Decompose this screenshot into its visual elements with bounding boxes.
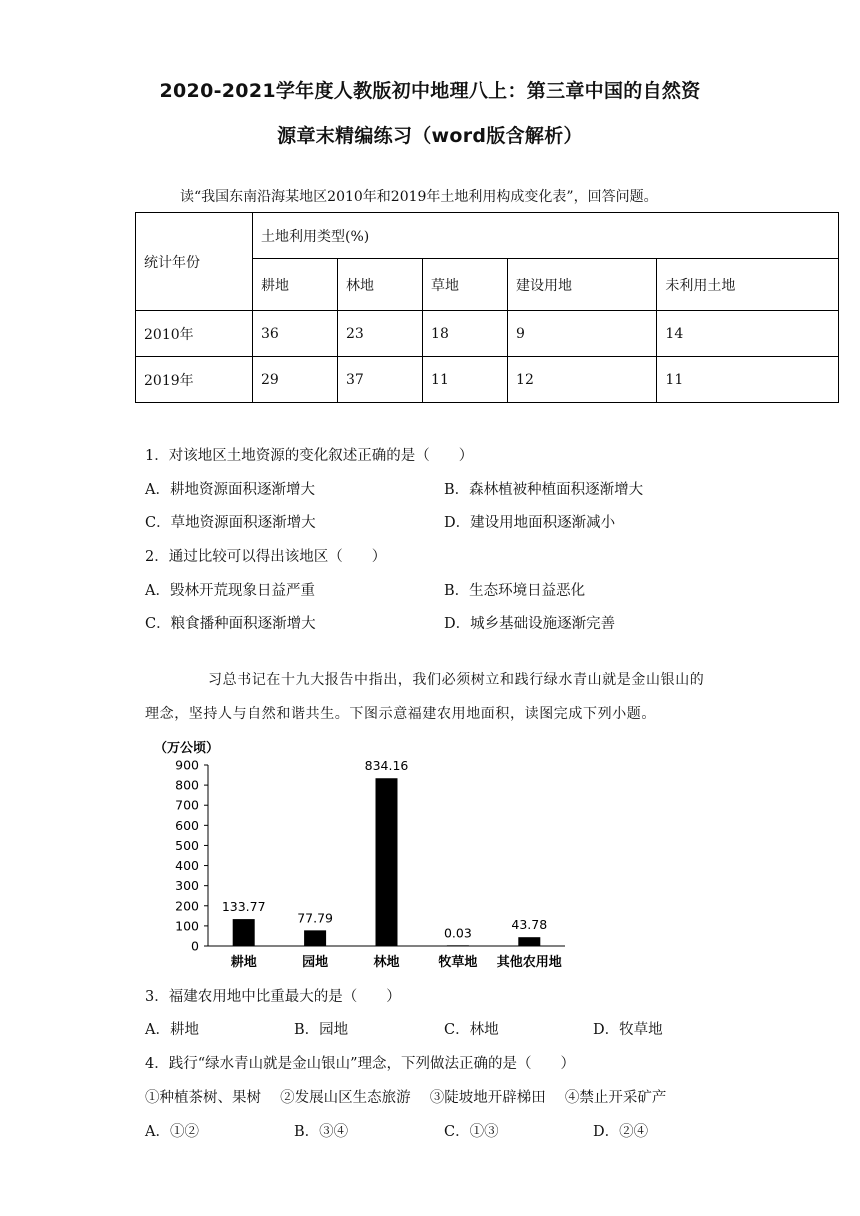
table-cell: 14	[657, 311, 839, 357]
table-row	[136, 357, 839, 403]
bar-value-label: 77.79	[297, 910, 333, 926]
question-2-option-b[interactable]: B．生态环境日益恶化	[444, 583, 586, 599]
y-tick-label: 700	[175, 797, 199, 813]
column-header: 未利用土地	[657, 259, 839, 311]
question-3-option-c[interactable]: C．林地	[444, 1022, 499, 1038]
question-3-option-d[interactable]: D．牧草地	[593, 1022, 663, 1038]
question-1-option-c[interactable]: C．草地资源面积逐渐增大	[145, 515, 316, 531]
year-header: 统计年份	[136, 213, 253, 311]
row-year: 2019年	[136, 357, 253, 403]
y-tick-label: 100	[175, 918, 199, 934]
x-category-label: 园地	[302, 955, 329, 970]
y-tick-label: 600	[175, 817, 199, 833]
question-1-stem: 1．对该地区土地资源的变化叙述正确的是（ ）	[145, 448, 474, 464]
x-category-label: 其他农用地	[496, 955, 562, 970]
x-category-label: 耕地	[230, 955, 257, 970]
x-category-label: 林地	[373, 955, 400, 970]
y-tick-label: 300	[175, 878, 199, 894]
table-cell: 36	[253, 311, 338, 357]
column-header: 建设用地	[508, 259, 657, 311]
y-tick-label: 0	[191, 938, 199, 954]
table-cell: 18	[423, 311, 508, 357]
y-tick-label: 900	[175, 757, 199, 773]
x-category-label: 牧草地	[438, 955, 478, 970]
document-title-line-2: 源章末精编练习（word版含解析）	[277, 125, 583, 147]
bar-5	[518, 937, 540, 946]
column-header: 林地	[338, 259, 423, 311]
y-tick-label: 500	[175, 837, 199, 853]
y-tick-label: 400	[175, 858, 199, 874]
table-cell: 11	[423, 357, 508, 403]
question-1-option-a[interactable]: A．耕地资源面积逐渐增大	[145, 482, 315, 498]
bar-1	[233, 919, 255, 946]
question-4-option-b[interactable]: B．③④	[294, 1124, 349, 1140]
table-cell: 37	[338, 357, 423, 403]
bar-3	[376, 778, 398, 946]
y-tick-label: 200	[175, 898, 199, 914]
question-3-option-b[interactable]: B．园地	[294, 1022, 349, 1038]
table-cell: 9	[508, 311, 657, 357]
question-2-option-d[interactable]: D．城乡基础设施逐渐完善	[444, 616, 616, 632]
question-3-option-a[interactable]: A．耕地	[145, 1022, 199, 1038]
y-tick-label: 800	[175, 777, 199, 793]
question-4-option-d[interactable]: D．②④	[593, 1124, 649, 1140]
question-4-statements: ①种植茶树、果树 ②发展山区生态旅游 ③陡坡地开辟梯田 ④禁止开采矿产	[145, 1090, 667, 1106]
question-4-stem: 4．践行“绿水青山就是金山银山”理念，下列做法正确的是（ ）	[145, 1056, 576, 1072]
table-cell: 23	[338, 311, 423, 357]
question-1-option-d[interactable]: D．建设用地面积逐渐减小	[444, 515, 616, 531]
table-row	[136, 311, 839, 357]
bar-4	[447, 945, 469, 946]
question-2-stem: 2．通过比较可以得出该地区（ ）	[145, 549, 387, 565]
bar-2	[304, 930, 326, 946]
farmland-bar-chart	[140, 735, 580, 975]
bar-value-label: 834.16	[364, 758, 409, 774]
table-cell: 12	[508, 357, 657, 403]
table-cell: 11	[657, 357, 839, 403]
land-type-header: 土地利用类型(%)	[253, 213, 839, 259]
column-header: 草地	[423, 259, 508, 311]
table-cell: 29	[253, 357, 338, 403]
question-2-option-c[interactable]: C．粮食播种面积逐渐增大	[145, 616, 316, 632]
bar-value-label: 133.77	[221, 899, 266, 915]
table-intro: 读“我国东南沿海某地区2010年和2019年土地利用构成变化表”，回答问题。	[180, 189, 658, 205]
bar-value-label: 43.78	[511, 917, 548, 933]
row-year: 2010年	[136, 311, 253, 357]
question-4-option-a[interactable]: A．①②	[145, 1124, 199, 1140]
y-axis-unit-label: （万公顷）	[154, 741, 220, 756]
column-header: 耕地	[253, 259, 338, 311]
document-title-line-1: 2020-2021学年度人教版初中地理八上：第三章中国的自然资	[159, 80, 701, 102]
question-3-stem: 3．福建农用地中比重最大的是（ ）	[145, 989, 401, 1005]
passage-line-2: 理念，坚持人与自然和谐共生。下图示意福建农用地面积，读图完成下列小题。	[145, 706, 656, 722]
land-use-table	[135, 212, 839, 403]
question-1-option-b[interactable]: B．森林植被种植面积逐渐增大	[444, 482, 644, 498]
passage-line-1: 习总书记在十九大报告中指出，我们必须树立和践行绿水青山就是金山银山的	[208, 672, 705, 688]
question-2-option-a[interactable]: A．毁林开荒现象日益严重	[145, 583, 315, 599]
question-4-option-c[interactable]: C．①③	[444, 1124, 499, 1140]
bar-value-label: 0.03	[443, 925, 472, 941]
